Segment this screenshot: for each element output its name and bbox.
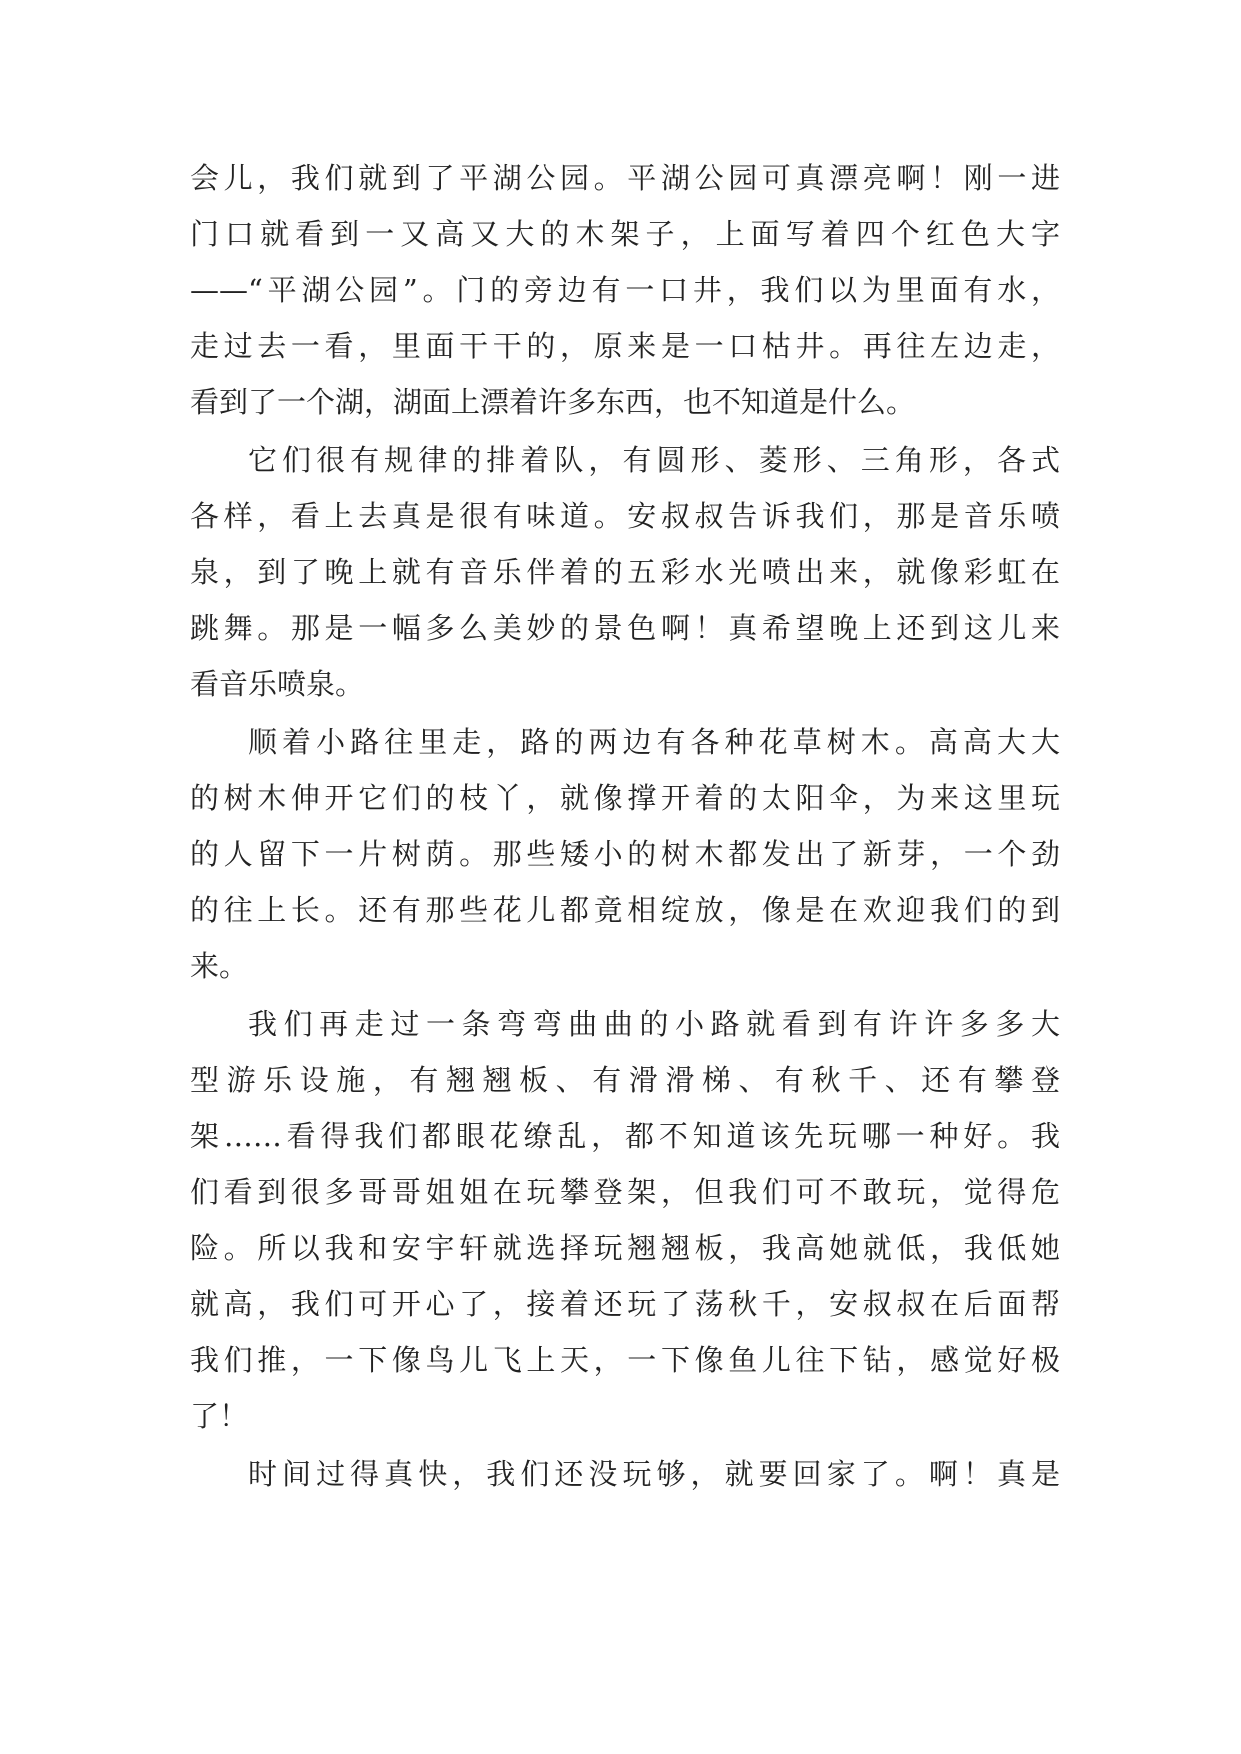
text-line: 了！ [190,1399,249,1433]
text-line: 各样，看上去真是很有味道。安叔叔告诉我们，那是音乐喷 [190,499,1060,533]
text-line: 的树木伸开它们的枝丫，就像撑开着的太阳伞，为来这里玩 [190,781,1060,815]
text-line: 我们推，一下像鸟儿飞上天，一下像鱼儿往下钻，感觉好极 [190,1343,1060,1377]
text-line: 们看到很多哥哥姐姐在玩攀登架，但我们可不敢玩，觉得危 [190,1175,1060,1209]
text-line: 看音乐喷泉。 [190,667,365,701]
text-line: 我们再走过一条弯弯曲曲的小路就看到有许许多多大 [248,1007,1060,1041]
text-line: 会儿，我们就到了平湖公园。平湖公园可真漂亮啊！刚一进 [190,161,1060,195]
text-line: 门口就看到一又高又大的木架子，上面写着四个红色大字 [190,217,1060,251]
text-line: 走过去一看，里面干干的，原来是一口枯井。再往左边走， [190,329,1060,363]
text-line: 泉，到了晚上就有音乐伴着的五彩水光喷出来，就像彩虹在 [190,555,1060,589]
text-line: 顺着小路往里走，路的两边有各种花草树木。高高大大 [248,725,1060,759]
text-line: ——“平湖公园”。门的旁边有一口井，我们以为里面有水， [190,273,1060,307]
document-body [190,150,1060,1502]
text-line: 就高，我们可开心了，接着还玩了荡秋千，安叔叔在后面帮 [190,1287,1060,1321]
text-line: 型游乐设施，有翘翘板、有滑滑梯、有秋千、还有攀登 [190,1063,1060,1097]
text-line: 来。 [190,949,249,983]
text-line: 时间过得真快，我们还没玩够，就要回家了。啊！真是 [248,1457,1060,1491]
paragraph-3 [190,714,1060,994]
text-line: 的往上长。还有那些花儿都竟相绽放，像是在欢迎我们的到 [190,893,1060,927]
paragraph-1 [190,150,1060,430]
text-line: 的人留下一片树荫。那些矮小的树木都发出了新芽，一个劲 [190,837,1060,871]
text-line: 跳舞。那是一幅多么美妙的景色啊！真希望晚上还到这儿来 [190,611,1060,645]
text-line: 它们很有规律的排着队，有圆形、菱形、三角形，各式 [248,443,1060,477]
text-line: 架……看得我们都眼花缭乱，都不知道该先玩哪一种好。我 [190,1119,1060,1153]
paragraph-4 [190,996,1060,1444]
text-line: 看到了一个湖，湖面上漂着许多东西，也不知道是什么。 [190,385,916,419]
paragraph-5 [190,1446,1060,1502]
paragraph-2 [190,432,1060,712]
text-line: 险。所以我和安宇轩就选择玩翘翘板，我高她就低，我低她 [190,1231,1060,1265]
